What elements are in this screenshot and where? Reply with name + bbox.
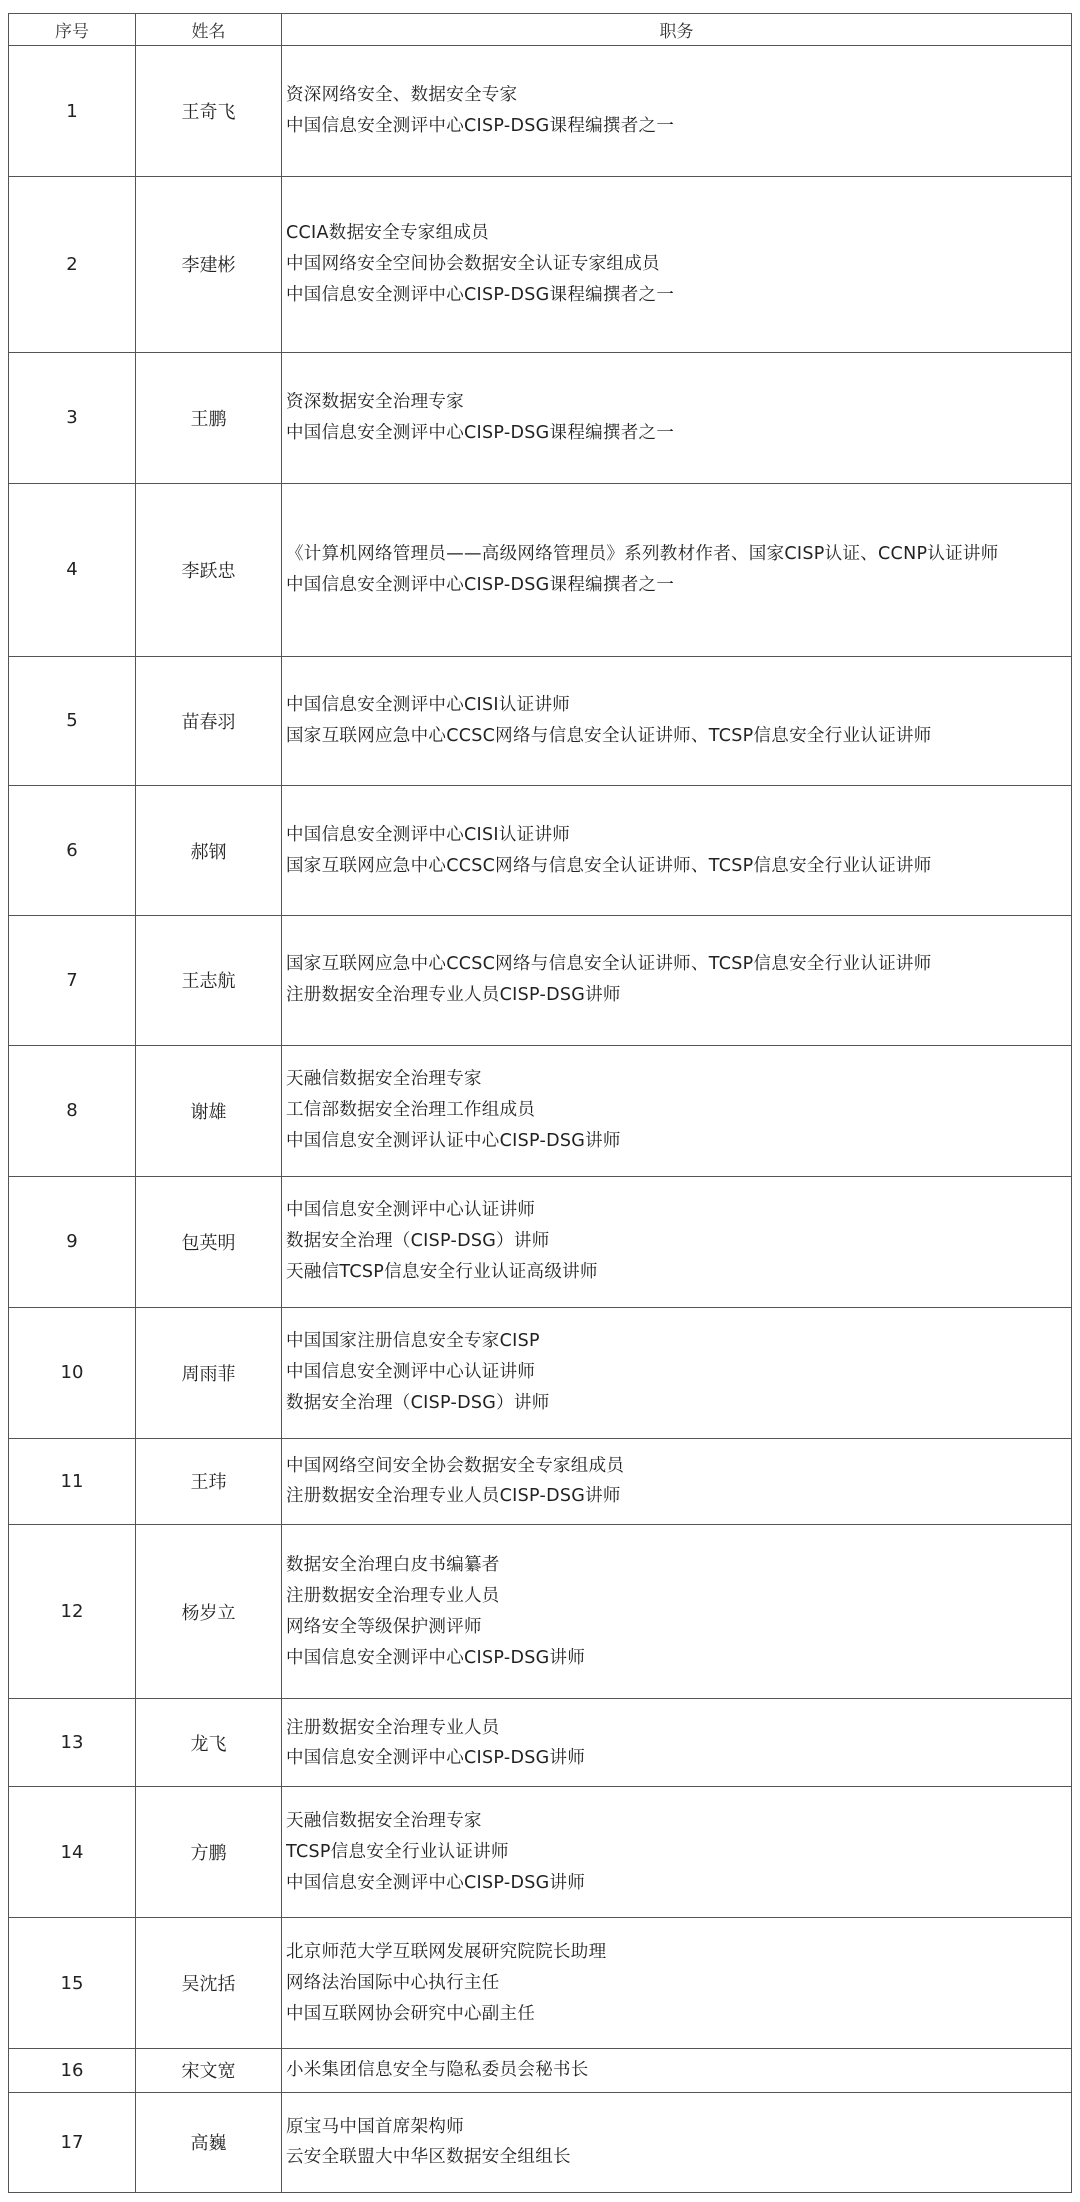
header-duty: 职务 bbox=[282, 14, 1072, 46]
row-duties bbox=[282, 2049, 1072, 2092]
row-duties bbox=[282, 1045, 1072, 1176]
row-index: 15 bbox=[9, 1918, 136, 2049]
duty-line: 中国信息安全测评认证中心CISP-DSG讲师 bbox=[286, 1131, 621, 1152]
duty-line: 中国国家注册信息安全专家CISP bbox=[286, 1331, 540, 1352]
duty-line: 资深网络安全、数据安全专家 bbox=[286, 85, 518, 106]
duty-line: 云安全联盟大中华区数据安全组组长 bbox=[286, 2147, 571, 2168]
row-name: 龙飞 bbox=[136, 1699, 282, 1787]
table-row bbox=[9, 2049, 1072, 2092]
duty-line: TCSP信息安全行业认证讲师 bbox=[286, 1841, 509, 1862]
duty-line: 国家互联网应急中心CCSC网络与信息安全认证讲师、TCSP信息安全行业认证讲师 bbox=[286, 725, 932, 746]
row-duties bbox=[282, 1699, 1072, 1787]
table-row bbox=[9, 1525, 1072, 1699]
duty-line: 注册数据安全治理专业人员 bbox=[286, 1717, 500, 1738]
row-index: 11 bbox=[9, 1438, 136, 1524]
row-index: 2 bbox=[9, 177, 136, 353]
row-index: 12 bbox=[9, 1525, 136, 1699]
duty-line: 中国信息安全测评中心CISI认证讲师 bbox=[286, 694, 571, 715]
row-index: 1 bbox=[9, 46, 136, 177]
row-name: 王志航 bbox=[136, 915, 282, 1045]
table-row bbox=[9, 1918, 1072, 2049]
row-duties bbox=[282, 352, 1072, 483]
row-duties bbox=[282, 1918, 1072, 2049]
row-index: 6 bbox=[9, 786, 136, 916]
duty-line: 中国信息安全测评中心CISP-DSG讲师 bbox=[286, 1647, 586, 1668]
duty-line: 中国信息安全测评中心CISP-DSG课程编撰者之一 bbox=[286, 574, 675, 595]
duty-line: 天融信数据安全治理专家 bbox=[286, 1069, 482, 1090]
row-duties bbox=[282, 1787, 1072, 1918]
row-name: 高巍 bbox=[136, 2092, 282, 2192]
row-duties bbox=[282, 1176, 1072, 1307]
duty-line: 国家互联网应急中心CCSC网络与信息安全认证讲师、TCSP信息安全行业认证讲师 bbox=[286, 855, 932, 876]
row-name: 周雨菲 bbox=[136, 1307, 282, 1438]
duty-line: 中国网络空间安全协会数据安全专家组成员 bbox=[286, 1456, 625, 1477]
table-row bbox=[9, 1307, 1072, 1438]
row-index: 10 bbox=[9, 1307, 136, 1438]
row-index: 7 bbox=[9, 915, 136, 1045]
row-duties bbox=[282, 1525, 1072, 1699]
table-row bbox=[9, 1176, 1072, 1307]
duty-line: 网络法治国际中心执行主任 bbox=[286, 1972, 500, 1993]
duty-line: 天融信TCSP信息安全行业认证高级讲师 bbox=[286, 1262, 598, 1283]
duty-line: 中国信息安全测评中心CISP-DSG课程编撰者之一 bbox=[286, 116, 675, 137]
duty-line: 数据安全治理白皮书编纂者 bbox=[286, 1554, 500, 1575]
row-duties bbox=[282, 483, 1072, 656]
row-name: 王玮 bbox=[136, 1438, 282, 1524]
row-duties bbox=[282, 1438, 1072, 1524]
row-name: 苗春羽 bbox=[136, 656, 282, 786]
table-row bbox=[9, 915, 1072, 1045]
table-row bbox=[9, 352, 1072, 483]
duty-line: 注册数据安全治理专业人员CISP-DSG讲师 bbox=[286, 985, 621, 1006]
table-row bbox=[9, 786, 1072, 916]
row-index: 3 bbox=[9, 352, 136, 483]
duty-line: 小米集团信息安全与隐私委员会秘书长 bbox=[286, 2060, 589, 2081]
duty-line: 中国信息安全测评中心CISP-DSG讲师 bbox=[286, 1872, 586, 1893]
row-name: 杨岁立 bbox=[136, 1525, 282, 1699]
table-row bbox=[9, 656, 1072, 786]
table-row bbox=[9, 2092, 1072, 2192]
row-duties bbox=[282, 656, 1072, 786]
table-row bbox=[9, 483, 1072, 656]
duty-line: 中国信息安全测评中心认证讲师 bbox=[286, 1200, 536, 1221]
table-row bbox=[9, 1787, 1072, 1918]
duty-line: 中国信息安全测评中心CISP-DSG课程编撰者之一 bbox=[286, 284, 675, 305]
row-duties bbox=[282, 1307, 1072, 1438]
duty-line: 工信部数据安全治理工作组成员 bbox=[286, 1100, 536, 1121]
row-name: 谢雄 bbox=[136, 1045, 282, 1176]
table-row bbox=[9, 1699, 1072, 1787]
row-name: 李建彬 bbox=[136, 177, 282, 353]
duty-line: 注册数据安全治理专业人员 bbox=[286, 1585, 500, 1606]
row-duties bbox=[282, 46, 1072, 177]
row-name: 包英明 bbox=[136, 1176, 282, 1307]
table-row bbox=[9, 46, 1072, 177]
row-index: 17 bbox=[9, 2092, 136, 2192]
duty-line: CCIA数据安全专家组成员 bbox=[286, 222, 489, 243]
duty-line: 国家互联网应急中心CCSC网络与信息安全认证讲师、TCSP信息安全行业认证讲师 bbox=[286, 954, 932, 975]
duty-line: 《计算机网络管理员——高级网络管理员》系列教材作者、国家CISP认证、CCNP认证讲师 bbox=[286, 543, 999, 564]
table-row bbox=[9, 1045, 1072, 1176]
expert-table bbox=[8, 13, 1072, 2193]
duty-line: 中国信息安全测评中心CISP-DSG课程编撰者之一 bbox=[286, 422, 675, 443]
table-row bbox=[9, 1438, 1072, 1524]
row-duties bbox=[282, 786, 1072, 916]
header-row bbox=[9, 14, 1072, 46]
row-name: 王奇飞 bbox=[136, 46, 282, 177]
duty-line: 数据安全治理（CISP-DSG）讲师 bbox=[286, 1393, 550, 1414]
duty-line: 天融信数据安全治理专家 bbox=[286, 1810, 482, 1831]
row-name: 宋文宽 bbox=[136, 2049, 282, 2092]
duty-line: 中国互联网协会研究中心副主任 bbox=[286, 2003, 536, 2024]
duty-line: 中国信息安全测评中心CISP-DSG讲师 bbox=[286, 1747, 586, 1768]
row-duties bbox=[282, 177, 1072, 353]
duty-line: 中国信息安全测评中心认证讲师 bbox=[286, 1362, 536, 1383]
row-index: 13 bbox=[9, 1699, 136, 1787]
duty-line: 数据安全治理（CISP-DSG）讲师 bbox=[286, 1231, 550, 1252]
table-row bbox=[9, 177, 1072, 353]
duty-line: 北京师范大学互联网发展研究院院长助理 bbox=[286, 1941, 607, 1962]
row-name: 王鹏 bbox=[136, 352, 282, 483]
row-duties bbox=[282, 2092, 1072, 2192]
duty-line: 原宝马中国首席架构师 bbox=[286, 2117, 464, 2138]
duty-line: 网络安全等级保护测评师 bbox=[286, 1616, 482, 1637]
row-name: 方鹏 bbox=[136, 1787, 282, 1918]
row-index: 4 bbox=[9, 483, 136, 656]
row-index: 8 bbox=[9, 1045, 136, 1176]
row-duties bbox=[282, 915, 1072, 1045]
header-name: 姓名 bbox=[136, 14, 282, 46]
duty-line: 中国信息安全测评中心CISI认证讲师 bbox=[286, 824, 571, 845]
row-name: 吴沈括 bbox=[136, 1918, 282, 2049]
row-name: 李跃忠 bbox=[136, 483, 282, 656]
duty-line: 中国网络安全空间协会数据安全认证专家组成员 bbox=[286, 253, 660, 274]
duty-line: 资深数据安全治理专家 bbox=[286, 391, 464, 412]
row-index: 5 bbox=[9, 656, 136, 786]
header-index: 序号 bbox=[9, 14, 136, 46]
row-index: 16 bbox=[9, 2049, 136, 2092]
row-index: 9 bbox=[9, 1176, 136, 1307]
row-index: 14 bbox=[9, 1787, 136, 1918]
row-name: 郝钢 bbox=[136, 786, 282, 916]
duty-line: 注册数据安全治理专业人员CISP-DSG讲师 bbox=[286, 1486, 621, 1507]
